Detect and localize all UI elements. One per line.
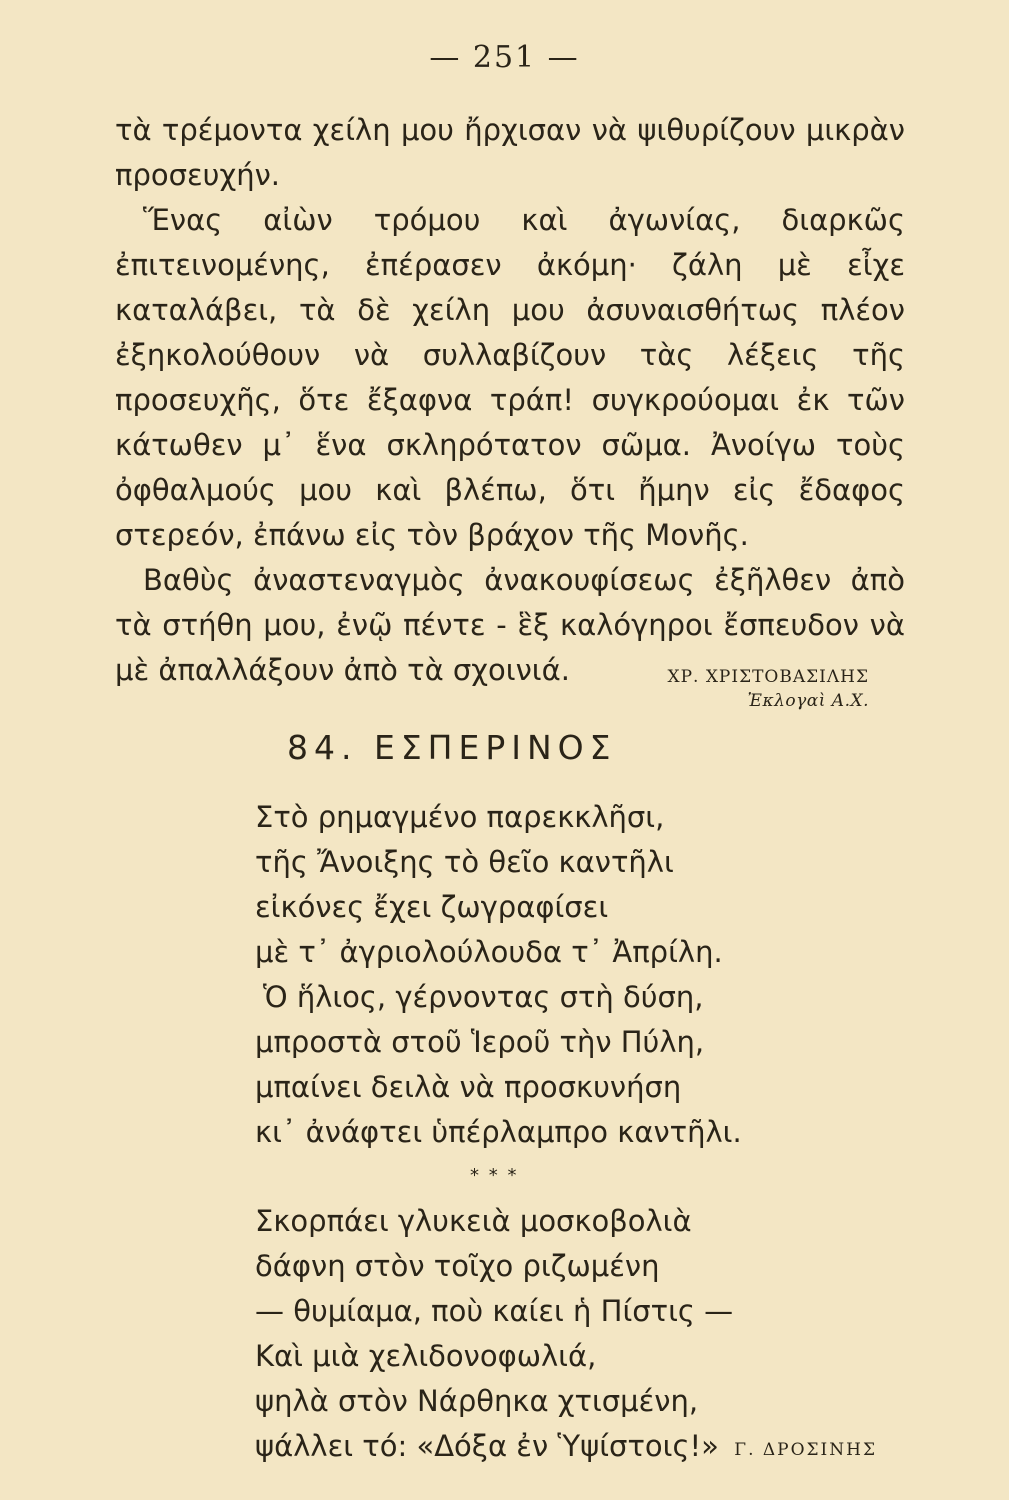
- prose-attribution: [667, 665, 869, 713]
- attribution-author: ΧΡ. ΧΡΙΣΤΟΒΑΣΙΛΗΣ: [667, 667, 869, 687]
- poem-author: Γ. ΔΡΟΣΙΝΗΣ: [734, 1440, 877, 1460]
- poem-line: — θυμίαμα, ποὺ καίει ἡ Πίστις —: [255, 1294, 734, 1328]
- page-number: — 251 —: [429, 40, 580, 75]
- prose-paragraph-2: Ἕνας αἰὼν τρόμου καὶ ἀγωνίας, διαρκῶς ἐπιτεινομένης, ἐπέρασεν ἀκόμη· ζάλη μὲ εἶχε καταλάβει, τὰ δὲ χείλη μου ἀσυναισθήτως πλέον ἐξηκολούθουν νὰ συλλαβίζουν τὰς λέξεις τῆς προσευχῆς, ὅτε ἔξαφνα τράπ! συγκρούομαι ἐκ τῶν κάτωθεν μ᾽ ἕνα σκληρότατον σῶμα. Ἀνοίγω τοὺς ὀφθαλμούς μου καὶ βλέπω, ὅτι ἤμην εἰς ἔδαφος στερεόν, ἐπάνω εἰς τὸν βράχον τῆς Μονῆς.: [115, 203, 905, 552]
- poem-body: [255, 795, 875, 1469]
- poem-stanza-2: [255, 1199, 875, 1469]
- poem-line: μὲ τ᾽ ἀγριολούλουδα τ᾽ Ἀπρίλη.: [255, 935, 723, 969]
- poem-heading: 84. ΕΣΠΕΡΙΝΟΣ: [287, 728, 617, 767]
- prose-paragraph-3: Βαθὺς ἀναστεναγμὸς ἀνακουφίσεως ἐξῆλθεν ἀπὸ τὰ στήθη μου, ἐνῷ πέντε - ἓξ καλόγηροι ἔσπευδον νὰ μὲ ἀπαλλάξουν ἀπὸ τὰ σχοινιά.: [115, 563, 905, 687]
- stanza-separator: * * *: [470, 1165, 519, 1186]
- poem-line: ψηλὰ στὸν Νάρθηκα χτισμένη,: [255, 1384, 699, 1418]
- poem-line: δάφνη στὸν τοῖχο ριζωμένη: [255, 1249, 660, 1283]
- poem-stanza-1: [255, 795, 875, 1155]
- prose-paragraph-1: τὰ τρέμοντα χείλη μου ἤρχισαν νὰ ψιθυρίζουν μικρὰν προσευχήν.: [115, 113, 905, 192]
- poem-line: μπροστὰ στοῦ Ἱεροῦ τὴν Πύλη,: [255, 1025, 705, 1059]
- poem-line: τῆς Ἄνοιξης τὸ θεῖο καντῆλι: [255, 845, 674, 879]
- prose-excerpt: [115, 108, 905, 693]
- poem-line: Καὶ μιὰ χελιδονοφωλιά,: [255, 1339, 597, 1373]
- poem-line: Ὁ ἥλιος, γέρνοντας στὴ δύση,: [263, 980, 704, 1014]
- attribution-source: Ἐκλογαὶ Α.Χ.: [747, 691, 869, 711]
- poem-line: κι᾽ ἀνάφτει ὑπέρλαμπρο καντῆλι.: [255, 1115, 742, 1149]
- poem-line: εἰκόνες ἔχει ζωγραφίσει: [255, 890, 609, 924]
- poem-line: Σκορπάει γλυκειὰ μοσκοβολιὰ: [255, 1204, 692, 1238]
- poem-line: Στὸ ρημαγμένο παρεκκλῆσι,: [255, 800, 665, 834]
- poem-line: ψάλλει τό: «Δόξα ἐν Ὑψίστοις!»: [255, 1429, 719, 1463]
- poem-line: μπαίνει δειλὰ νὰ προσκυνήση: [255, 1070, 682, 1104]
